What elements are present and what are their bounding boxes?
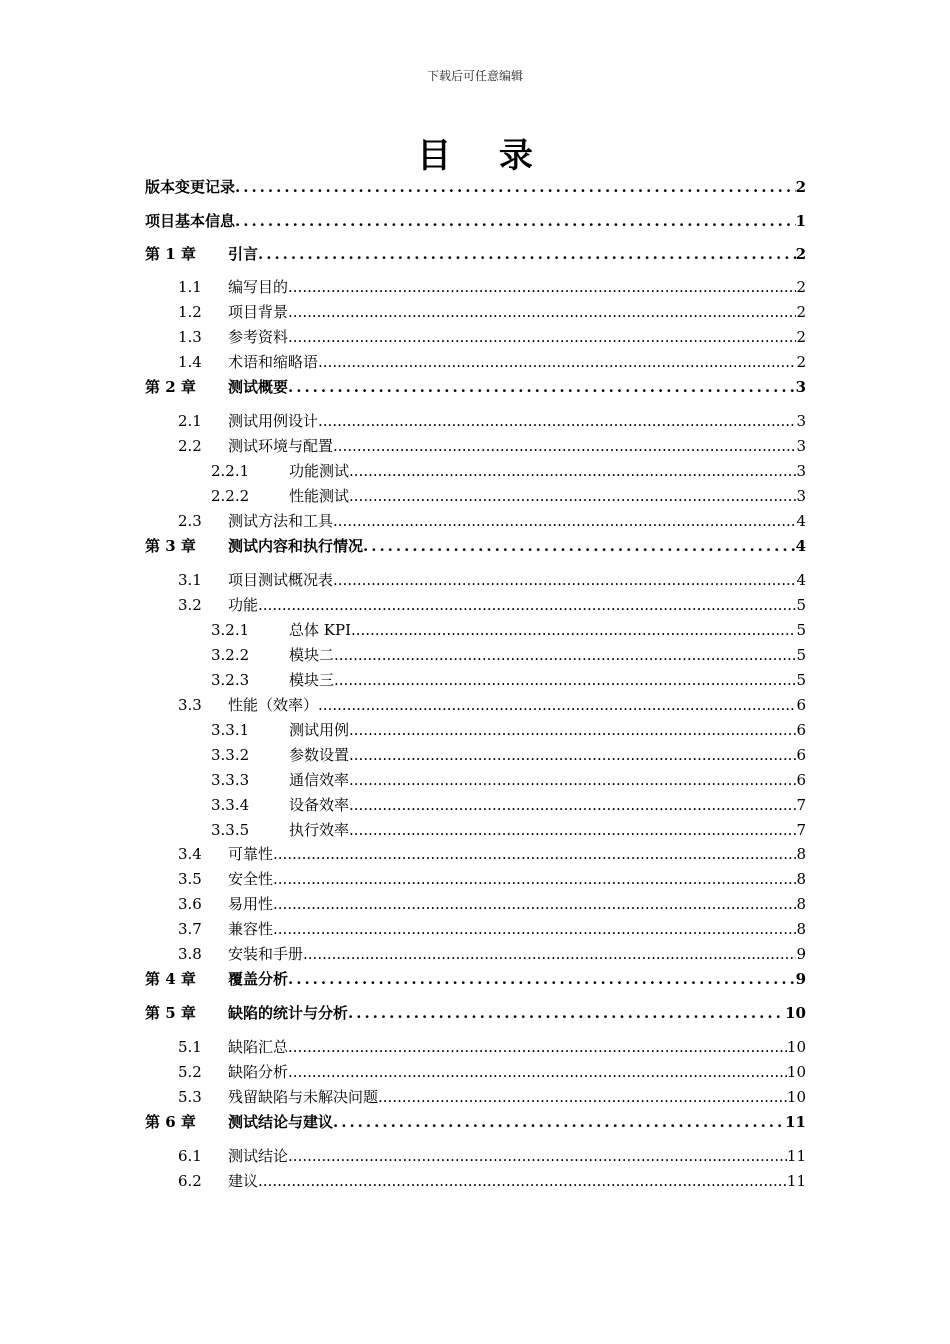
toc-leader-dots — [333, 1115, 785, 1130]
toc-entry-number: 2.1 — [178, 412, 202, 430]
toc-entry-number: 3.7 — [178, 920, 202, 938]
toc-entry-page: 4 — [796, 571, 806, 589]
toc-entry-page: 5 — [796, 671, 806, 689]
toc-entry-page: 3 — [795, 378, 806, 396]
toc-entry-number: 2.2 — [178, 437, 202, 455]
toc-entry-page: 3 — [796, 437, 806, 455]
toc-entry-number: 3.8 — [178, 945, 202, 963]
toc-entry-number: 3.3.2 — [211, 746, 250, 764]
toc-entry-page: 2 — [796, 328, 806, 346]
toc-entry-number: 3.3.1 — [211, 721, 250, 739]
toc-entry-page: 10 — [786, 1038, 806, 1056]
toc-entry-number: 3.3.5 — [211, 821, 250, 839]
toc-leader-dots — [363, 539, 796, 554]
toc-entry[interactable] — [145, 843, 806, 865]
toc-leader-dots — [349, 748, 796, 763]
toc-entry-number: 3.5 — [178, 870, 202, 888]
toc-entry[interactable] — [145, 243, 806, 265]
toc-leader-dots — [288, 1065, 787, 1080]
toc-entry-page: 4 — [796, 512, 806, 530]
toc-leader-dots — [273, 847, 796, 862]
toc-entry[interactable] — [145, 1061, 806, 1083]
toc-entry-number: 第 6 章 — [145, 1113, 196, 1131]
toc-entry-page: 2 — [796, 353, 806, 371]
toc-leader-dots — [318, 698, 796, 713]
toc-entry-label: 测试用例 — [289, 721, 350, 739]
toc-entry-number: 6.2 — [178, 1172, 202, 1190]
toc-entry-page: 11 — [785, 1113, 806, 1131]
toc-leader-dots — [303, 947, 796, 962]
toc-entry[interactable] — [145, 376, 806, 398]
toc-entry[interactable] — [145, 460, 806, 482]
toc-entry[interactable] — [145, 176, 806, 198]
toc-entry-number: 3.6 — [178, 895, 202, 913]
toc-entry[interactable] — [145, 794, 806, 816]
toc-entry[interactable] — [145, 351, 806, 373]
toc-entry-label: 可靠性 — [228, 845, 274, 863]
toc-entry-number: 第 5 章 — [145, 1004, 196, 1022]
toc-entry-label: 通信效率 — [289, 771, 350, 789]
toc-entry[interactable] — [145, 744, 806, 766]
toc-entry-number: 3.3.4 — [211, 796, 250, 814]
toc-entry[interactable] — [145, 301, 806, 323]
toc-leader-dots — [273, 922, 796, 937]
toc-entry-page: 10 — [786, 1063, 806, 1081]
toc-leader-dots — [288, 1149, 787, 1164]
toc-entry-number: 1.4 — [178, 353, 202, 371]
toc-entry-label: 测试概要 — [228, 378, 289, 396]
toc-entry[interactable] — [145, 719, 806, 741]
toc-entry-number: 3.3 — [178, 696, 202, 714]
toc-entry[interactable] — [145, 1036, 806, 1058]
toc-entry-label: 测试结论与建议 — [228, 1113, 334, 1131]
toc-entry[interactable] — [145, 644, 806, 666]
toc-entry-page: 2 — [795, 245, 806, 263]
toc-leader-dots — [349, 823, 796, 838]
toc-leader-dots — [348, 1006, 785, 1021]
toc-entry[interactable] — [145, 569, 806, 591]
toc-leader-dots — [235, 214, 796, 229]
toc-entry-page: 2 — [796, 303, 806, 321]
toc-entry[interactable] — [145, 1002, 806, 1024]
toc-entry-number: 第 3 章 — [145, 537, 196, 555]
toc-entry-number: 3.2.3 — [211, 671, 250, 689]
toc-entry-label: 功能测试 — [289, 462, 350, 480]
toc-leader-dots — [288, 1040, 787, 1055]
toc-entry-page: 7 — [796, 796, 806, 814]
toc-entry-number: 1.1 — [178, 278, 202, 296]
toc-entry-label: 缺陷的统计与分析 — [228, 1004, 349, 1022]
toc-entry-page: 8 — [796, 845, 806, 863]
toc-entry-number: 5.2 — [178, 1063, 202, 1081]
toc-leader-dots — [349, 798, 796, 813]
toc-leader-dots — [334, 648, 796, 663]
toc-leader-dots — [288, 972, 796, 987]
toc-entry-number: 1.3 — [178, 328, 202, 346]
toc-entry-label: 设备效率 — [289, 796, 350, 814]
toc-entry-page: 1 — [795, 212, 806, 230]
toc-entry-number: 3.1 — [178, 571, 202, 589]
toc-leader-dots — [349, 464, 796, 479]
toc-entry[interactable] — [145, 485, 806, 507]
toc-leader-dots — [349, 489, 796, 504]
toc-entry[interactable] — [145, 619, 806, 641]
toc-leader-dots — [333, 573, 796, 588]
toc-entry-label: 兼容性 — [228, 920, 274, 938]
toc-entry[interactable] — [145, 276, 806, 298]
toc-entry-label: 功能 — [228, 596, 259, 614]
toc-leader-dots — [334, 673, 796, 688]
header-note: 下载后可任意编辑 — [426, 69, 523, 83]
toc-entry-number: 5.1 — [178, 1038, 202, 1056]
toc-entry-page: 6 — [796, 721, 806, 739]
toc-entry[interactable] — [145, 943, 806, 965]
toc-leader-dots — [258, 598, 796, 613]
toc-entry-number: 3.4 — [178, 845, 202, 863]
toc-entry-number: 3.2.1 — [211, 621, 250, 639]
toc-entry-page: 4 — [795, 537, 806, 555]
toc-leader-dots — [288, 330, 796, 345]
toc-entry-label: 引言 — [228, 245, 259, 263]
toc-entry[interactable] — [145, 1145, 806, 1167]
toc-entry-label: 项目测试概况表 — [228, 571, 334, 589]
toc-entry[interactable] — [145, 669, 806, 691]
toc-entry-page: 9 — [795, 970, 806, 988]
toc-entry-label: 参考资料 — [228, 328, 289, 346]
toc-entry-page: 5 — [796, 621, 806, 639]
toc-entry-label: 模块三 — [289, 671, 335, 689]
toc-entry-number: 3.3.3 — [211, 771, 250, 789]
toc-entry-number: 6.1 — [178, 1147, 202, 1165]
toc-leader-dots — [333, 514, 796, 529]
toc-entry[interactable] — [145, 868, 806, 890]
toc-entry-page: 3 — [796, 462, 806, 480]
toc-entry[interactable] — [145, 210, 806, 232]
toc-entry-number: 3.2 — [178, 596, 202, 614]
toc-entry[interactable] — [145, 1170, 806, 1192]
toc-entry-label: 版本变更记录 — [145, 178, 236, 196]
toc-entry-label: 参数设置 — [289, 746, 350, 764]
toc-entry-label: 测试方法和工具 — [228, 512, 334, 530]
toc-entry-number: 2.3 — [178, 512, 202, 530]
toc-entry-label: 缺陷汇总 — [228, 1038, 289, 1056]
toc-leader-dots — [258, 247, 796, 262]
toc-entry-page: 8 — [796, 895, 806, 913]
toc-entry[interactable] — [145, 326, 806, 348]
toc-entry-page: 9 — [796, 945, 806, 963]
toc-entry-page: 2 — [796, 278, 806, 296]
toc-entry-number: 2.2.2 — [211, 487, 250, 505]
toc-leader-dots — [273, 872, 796, 887]
toc-entry-number: 第 1 章 — [145, 245, 196, 263]
toc-entry-page: 5 — [796, 596, 806, 614]
toc-leader-dots — [318, 414, 796, 429]
toc-entry-label: 项目背景 — [228, 303, 289, 321]
toc-entry[interactable] — [145, 819, 806, 841]
toc-entry[interactable] — [145, 1111, 806, 1133]
toc-entry[interactable] — [145, 694, 806, 716]
page-title: 目 录 — [417, 136, 551, 176]
toc-entry-page: 10 — [786, 1088, 806, 1106]
toc-entry-label: 覆盖分析 — [228, 970, 289, 988]
toc-entry-label: 缺陷分析 — [228, 1063, 289, 1081]
toc-entry[interactable] — [145, 968, 806, 990]
toc-entry-label: 测试结论 — [228, 1147, 289, 1165]
toc-entry-label: 总体 KPI — [289, 621, 351, 639]
toc-leader-dots — [288, 380, 796, 395]
toc-entry-label: 建议 — [228, 1172, 259, 1190]
toc-leader-dots — [349, 773, 796, 788]
toc-entry-label: 安全性 — [228, 870, 274, 888]
toc-entry-label: 项目基本信息 — [145, 212, 236, 230]
toc-entry[interactable] — [145, 918, 806, 940]
toc-entry[interactable] — [145, 535, 806, 557]
toc-entry-label: 安装和手册 — [228, 945, 304, 963]
toc-entry-page: 7 — [796, 821, 806, 839]
toc-leader-dots — [288, 280, 796, 295]
toc-entry-label: 执行效率 — [289, 821, 350, 839]
toc-entry-number: 2.2.1 — [211, 462, 250, 480]
toc-entry-label: 测试环境与配置 — [228, 437, 334, 455]
toc-entry-label: 残留缺陷与未解决问题 — [228, 1088, 379, 1106]
toc-entry-page: 8 — [796, 920, 806, 938]
toc-entry-page: 6 — [796, 696, 806, 714]
toc-entry-label: 模块二 — [289, 646, 335, 664]
toc-leader-dots — [318, 355, 796, 370]
toc-entry-page: 6 — [796, 746, 806, 764]
toc-entry-number: 5.3 — [178, 1088, 202, 1106]
toc-entry-page: 3 — [796, 412, 806, 430]
toc-entry-page: 3 — [796, 487, 806, 505]
toc-entry-number: 第 4 章 — [145, 970, 196, 988]
toc-leader-dots — [288, 305, 796, 320]
toc-entry-page: 2 — [795, 178, 806, 196]
toc-leader-dots — [273, 897, 796, 912]
toc-entry[interactable] — [145, 1086, 806, 1108]
toc-entry[interactable] — [145, 435, 806, 457]
toc-entry-page: 5 — [796, 646, 806, 664]
toc-entry-label: 性能（效率） — [228, 696, 319, 714]
toc-entry-page: 11 — [786, 1172, 806, 1190]
toc-leader-dots — [349, 723, 796, 738]
toc-entry[interactable] — [145, 510, 806, 532]
toc-entry-label: 易用性 — [228, 895, 274, 913]
toc-leader-dots — [378, 1090, 787, 1105]
toc-entry-label: 编写目的 — [228, 278, 289, 296]
toc-entry[interactable] — [145, 769, 806, 791]
toc-entry-label: 测试用例设计 — [228, 412, 319, 430]
toc-entry-label: 术语和缩略语 — [228, 353, 319, 371]
toc-entry[interactable] — [145, 893, 806, 915]
toc-entry-number: 3.2.2 — [211, 646, 250, 664]
toc-entry-page: 11 — [786, 1147, 806, 1165]
toc-entry-number: 第 2 章 — [145, 378, 196, 396]
toc-entry-number: 1.2 — [178, 303, 202, 321]
toc-entry-page: 6 — [796, 771, 806, 789]
toc-entry-page: 8 — [796, 870, 806, 888]
toc-leader-dots — [333, 439, 796, 454]
toc-entry[interactable] — [145, 410, 806, 432]
toc-entry[interactable] — [145, 594, 806, 616]
toc-leader-dots — [258, 1174, 787, 1189]
toc-leader-dots — [235, 180, 796, 195]
toc-entry-page: 10 — [785, 1004, 806, 1022]
toc-leader-dots — [351, 623, 796, 638]
toc-entry-label: 测试内容和执行情况 — [228, 537, 364, 555]
toc-entry-label: 性能测试 — [289, 487, 350, 505]
